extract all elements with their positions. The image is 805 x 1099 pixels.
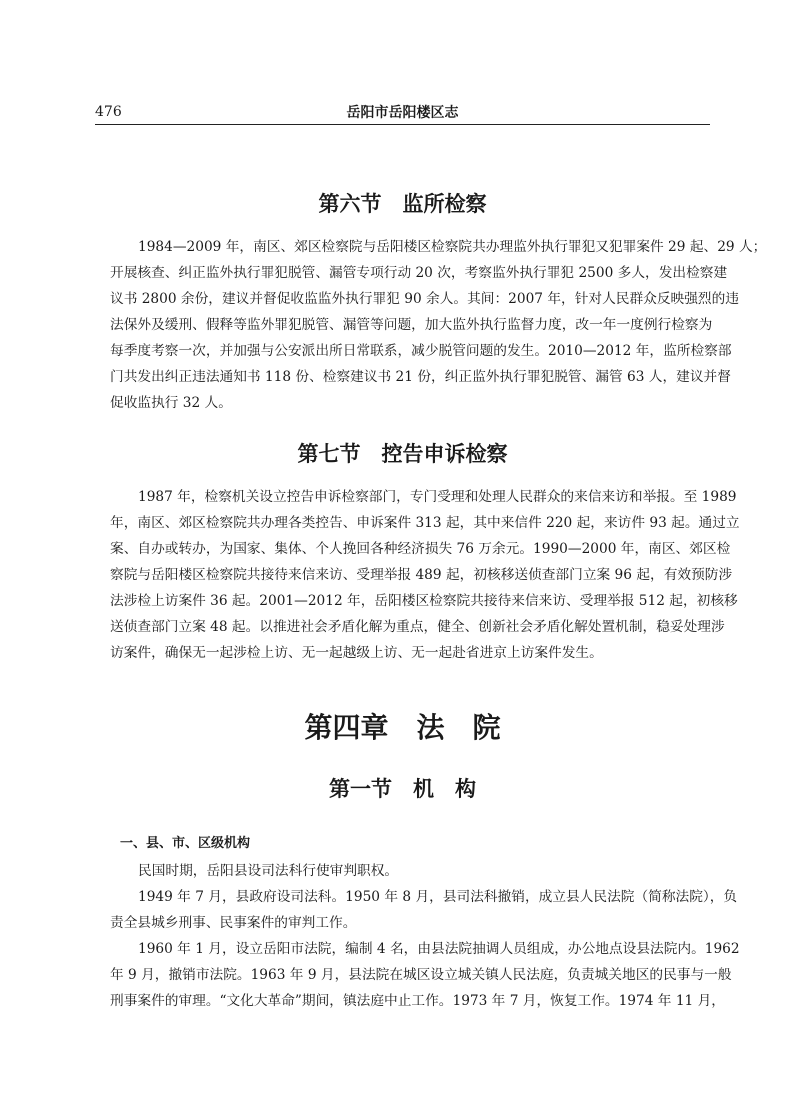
paragraph-1 [110, 858, 697, 884]
text-line: 1949 年 7 月，县政府设司法科。1950 年 8 月，县司法科撤销，成立县人民法院（简称法院），负 [138, 889, 738, 905]
chapter-4-section-1-title: 第一节 机 构 [329, 777, 476, 801]
section-6-paragraph [110, 234, 767, 416]
section-7-title: 第七节 控告申诉检察 [297, 442, 508, 466]
text-line: 责全县城乡刑事、民事案件的审判工作。 [110, 915, 357, 931]
chapter-4-title: 第四章 法 院 [304, 711, 501, 744]
text-line: 察院与岳阳楼区检察院共接待来信来访、受理举报 489 起，初核移送侦查部门立案 96 起，有效预防涉 [110, 567, 733, 583]
paragraph-3 [110, 936, 740, 1014]
paragraph-2 [110, 884, 738, 936]
page-number: 476 [95, 104, 122, 120]
text-line: 年 9 月，撤销市法院。1963 年 9 月，县法院在城区设立城关镇人民法庭，负责城关地区的民事与一般 [110, 967, 732, 983]
page-header [95, 100, 710, 124]
text-line: 年，南区、郊区检察院共办理各类控告、申诉案件 313 起，其中来信件 220 起，来访件 93 起。通过立 [110, 515, 740, 531]
text-line: 开展核查、纠正监外执行罪犯脱管、漏管专项行动 20 次，考察监外执行罪犯 2500 多人，发出检察建 [110, 265, 728, 281]
text-line: 1984—2009 年，南区、郊区检察院与岳阳楼区检察院共办理监外执行罪犯又犯罪案件 29 起、29 人； [138, 239, 767, 255]
section-6-title: 第六节 监所检察 [318, 192, 487, 216]
subheading: 一、县、市、区级机构 [120, 836, 251, 851]
text-line: 刑事案件的审理。“文化大革命”期间，镇法庭中止工作。1973 年 7 月，恢复工作。1974 年 11 月， [110, 993, 725, 1009]
text-line: 民国时期，岳阳县设司法科行使审判职权。 [138, 863, 399, 879]
section-7-paragraph [110, 484, 740, 666]
text-line: 送侦查部门立案 48 起。以推进社会矛盾化解为重点，健全、创新社会矛盾化解处置机制，稳妥处理涉 [110, 619, 725, 635]
running-title: 岳阳市岳阳楼区志 [346, 105, 459, 121]
text-line: 1987 年，检察机关设立控告申诉检察部门，专门受理和处理人民群众的来信来访和举报。至 1989 [138, 489, 737, 505]
text-line: 1960 年 1 月，设立岳阳市法院，编制 4 名，由县法院抽调人员组成，办公地点设县法院内。1962 [138, 941, 740, 957]
text-line: 案、自办或转办，为国家、集体、个人挽回各种经济损失 76 万余元。1990—2000 年，南区、郊区检 [110, 541, 731, 557]
text-line: 议书 2800 余份，建议并督促收监监外执行罪犯 90 余人。其间：2007 年，针对人民群众反映强烈的违 [110, 291, 739, 307]
text-line: 门共发出纠正违法通知书 118 份、检察建议书 21 份，纠正监外执行罪犯脱管、漏管 63 人，建议并督 [110, 369, 731, 385]
text-line: 法保外及缓刑、假释等监外罪犯脱管、漏管等问题，加大监外执行监督力度，改一年一度例行检察为 [110, 317, 713, 333]
text-line: 促收监执行 32 人。 [110, 395, 232, 411]
text-line: 法涉检上访案件 36 起。2001—2012 年，岳阳楼区检察院共接待来信来访、受理举报 512 起，初核移 [110, 593, 738, 609]
header-rule [95, 124, 710, 125]
text-line: 访案件，确保无一起涉检上访、无一起越级上访、无一起赴省进京上访案件发生。 [110, 645, 603, 661]
text-line: 每季度考察一次，并加强与公安派出所日常联系，减少脱管问题的发生。2010—2012 年，监所检察部 [110, 343, 732, 359]
